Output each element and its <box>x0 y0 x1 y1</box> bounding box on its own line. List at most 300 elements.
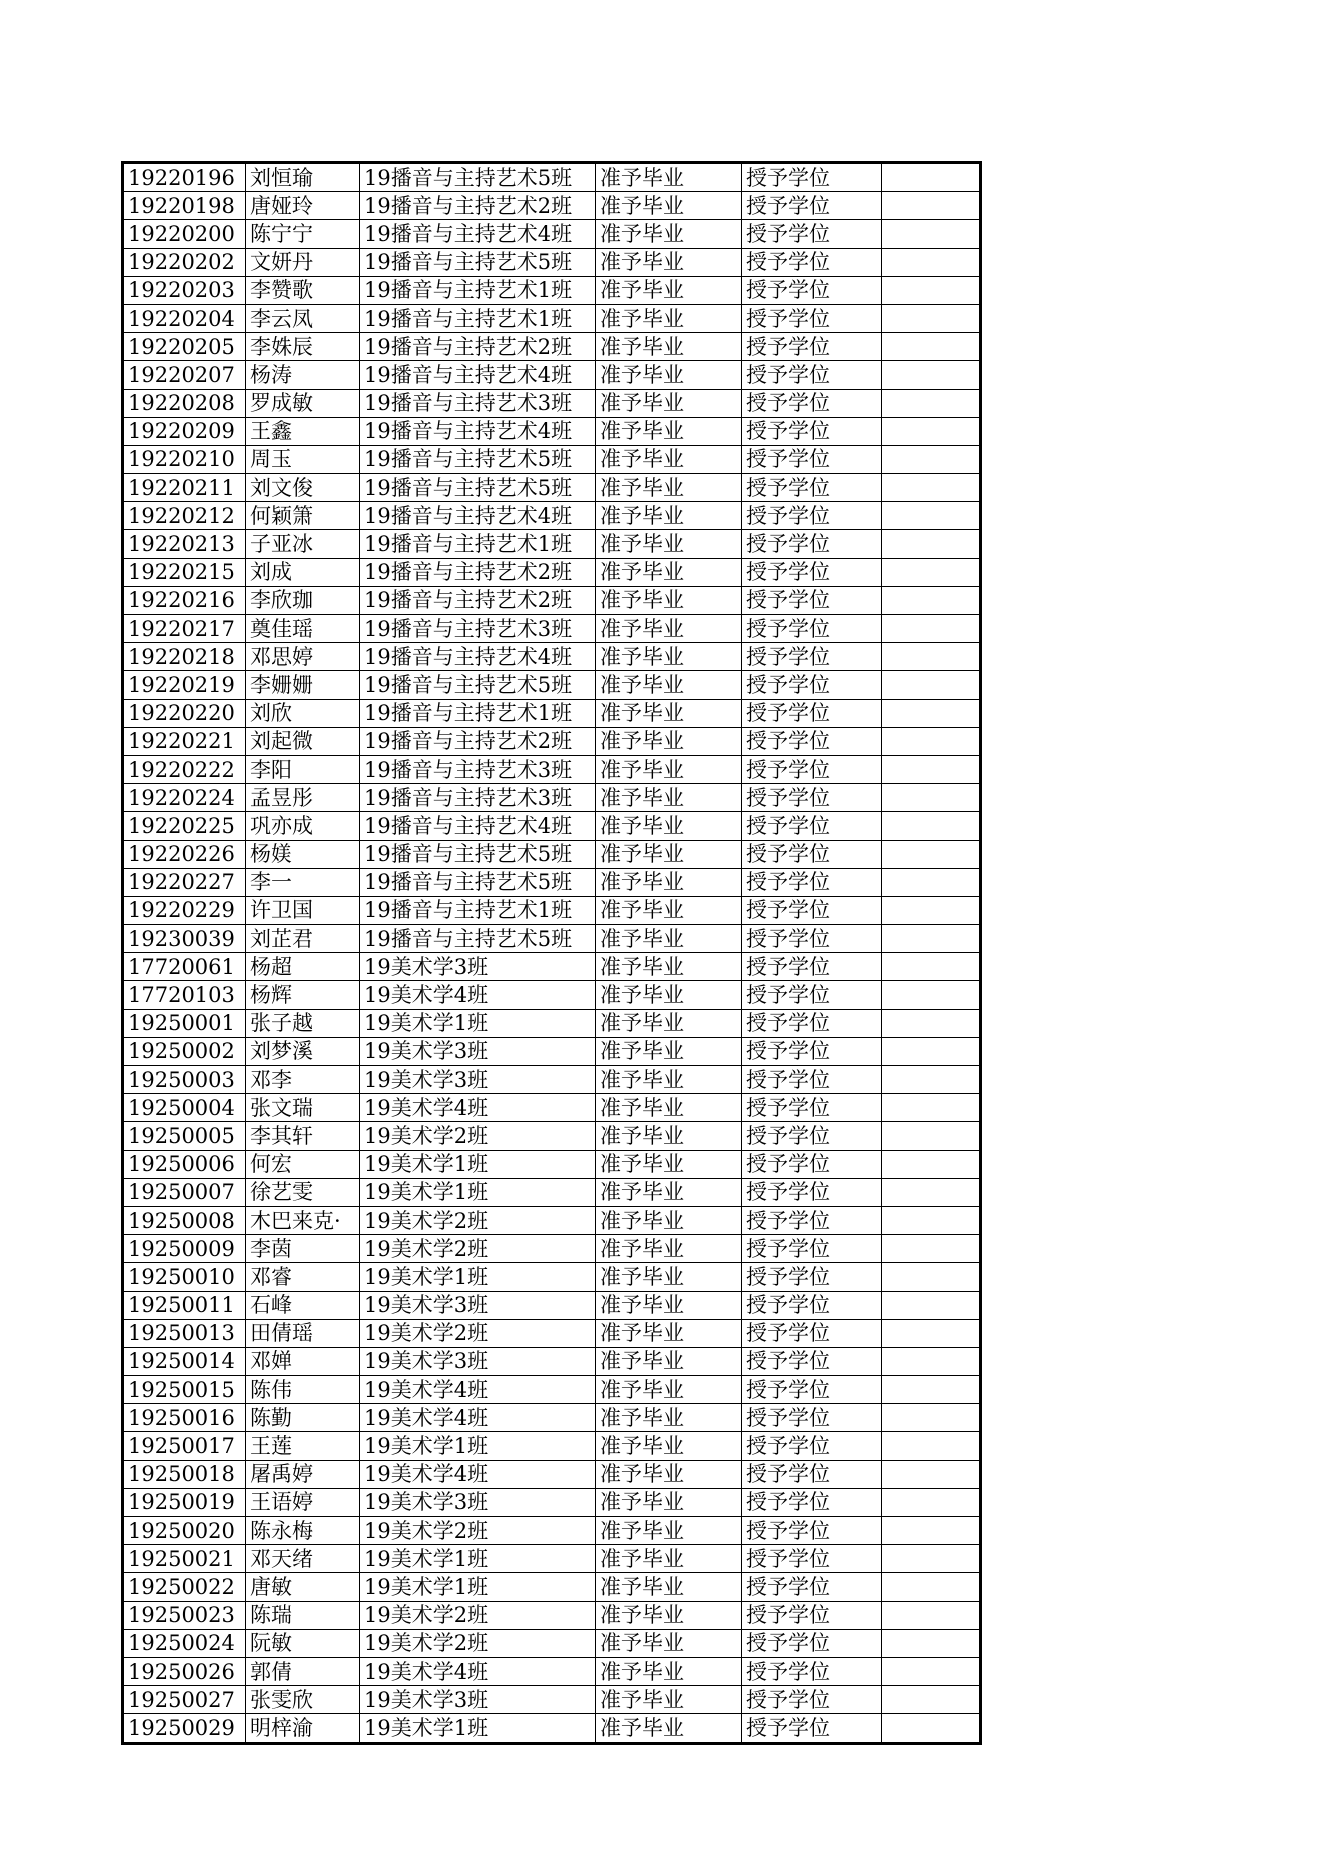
note-cell <box>882 1009 981 1037</box>
graduation-status-cell: 准予毕业 <box>596 755 742 783</box>
graduation-status-cell: 准予毕业 <box>596 1657 742 1685</box>
graduation-status-cell: 准予毕业 <box>596 248 742 276</box>
student-id-cell: 17720103 <box>123 981 246 1009</box>
student-name-cell: 李云凤 <box>246 304 360 332</box>
student-name-cell: 杨辉 <box>246 981 360 1009</box>
student-id-cell: 19250021 <box>123 1545 246 1573</box>
graduation-status-cell: 准予毕业 <box>596 1066 742 1094</box>
student-name-cell: 杨涛 <box>246 361 360 389</box>
student-id-cell: 19220229 <box>123 896 246 924</box>
student-id-cell: 19250017 <box>123 1432 246 1460</box>
degree-status-cell: 授予学位 <box>742 1714 882 1743</box>
class-cell: 19美术学4班 <box>360 1376 596 1404</box>
student-id-cell: 19250024 <box>123 1629 246 1657</box>
class-cell: 19播音与主持艺术2班 <box>360 333 596 361</box>
degree-status-cell: 授予学位 <box>742 784 882 812</box>
graduation-status-cell: 准予毕业 <box>596 1517 742 1545</box>
class-cell: 19播音与主持艺术1班 <box>360 304 596 332</box>
student-name-cell: 杨超 <box>246 953 360 981</box>
class-cell: 19美术学2班 <box>360 1122 596 1150</box>
note-cell <box>882 502 981 530</box>
student-name-cell: 木巴来克· <box>246 1206 360 1234</box>
student-table <box>121 161 982 1745</box>
graduation-status-cell: 准予毕业 <box>596 1404 742 1432</box>
graduation-status-cell: 准予毕业 <box>596 530 742 558</box>
degree-status-cell: 授予学位 <box>742 276 882 304</box>
graduation-status-cell: 准予毕业 <box>596 1178 742 1206</box>
note-cell <box>882 840 981 868</box>
table-row <box>123 474 981 502</box>
graduation-status-cell: 准予毕业 <box>596 445 742 473</box>
class-cell: 19播音与主持艺术5班 <box>360 840 596 868</box>
student-id-cell: 19250001 <box>123 1009 246 1037</box>
degree-status-cell: 授予学位 <box>742 896 882 924</box>
class-cell: 19播音与主持艺术3班 <box>360 389 596 417</box>
note-cell <box>882 1178 981 1206</box>
student-id-cell: 19220207 <box>123 361 246 389</box>
student-id-cell: 19220213 <box>123 530 246 558</box>
note-cell <box>882 1657 981 1685</box>
graduation-status-cell: 准予毕业 <box>596 896 742 924</box>
degree-status-cell: 授予学位 <box>742 755 882 783</box>
table-row <box>123 1037 981 1065</box>
table-row <box>123 1206 981 1234</box>
note-cell <box>882 1404 981 1432</box>
class-cell: 19播音与主持艺术1班 <box>360 896 596 924</box>
table-row <box>123 925 981 953</box>
class-cell: 19播音与主持艺术4班 <box>360 502 596 530</box>
degree-status-cell: 授予学位 <box>742 1009 882 1037</box>
graduation-status-cell: 准予毕业 <box>596 1686 742 1714</box>
student-id-cell: 19220215 <box>123 558 246 586</box>
degree-status-cell: 授予学位 <box>742 1178 882 1206</box>
student-id-cell: 19230039 <box>123 925 246 953</box>
student-name-cell: 陈宁宁 <box>246 220 360 248</box>
table-row <box>123 896 981 924</box>
student-name-cell: 刘梦溪 <box>246 1037 360 1065</box>
table-row <box>123 1573 981 1601</box>
student-name-cell: 邓睿 <box>246 1263 360 1291</box>
class-cell: 19美术学4班 <box>360 981 596 1009</box>
table-row <box>123 192 981 220</box>
note-cell <box>882 1122 981 1150</box>
graduation-status-cell: 准予毕业 <box>596 1037 742 1065</box>
degree-status-cell: 授予学位 <box>742 868 882 896</box>
graduation-status-cell: 准予毕业 <box>596 1291 742 1319</box>
note-cell <box>882 1150 981 1178</box>
degree-status-cell: 授予学位 <box>742 530 882 558</box>
student-id-cell: 19220227 <box>123 868 246 896</box>
class-cell: 19美术学4班 <box>360 1460 596 1488</box>
degree-status-cell: 授予学位 <box>742 1206 882 1234</box>
student-name-cell: 陈瑞 <box>246 1601 360 1629</box>
note-cell <box>882 1376 981 1404</box>
student-name-cell: 刘成 <box>246 558 360 586</box>
class-cell: 19美术学2班 <box>360 1235 596 1263</box>
degree-status-cell: 授予学位 <box>742 417 882 445</box>
class-cell: 19播音与主持艺术3班 <box>360 784 596 812</box>
degree-status-cell: 授予学位 <box>742 1235 882 1263</box>
degree-status-cell: 授予学位 <box>742 1404 882 1432</box>
student-name-cell: 李阳 <box>246 755 360 783</box>
class-cell: 19美术学3班 <box>360 1291 596 1319</box>
student-name-cell: 何颖箫 <box>246 502 360 530</box>
degree-status-cell: 授予学位 <box>742 1094 882 1122</box>
table-row <box>123 1376 981 1404</box>
note-cell <box>882 925 981 953</box>
student-name-cell: 李欣珈 <box>246 586 360 614</box>
degree-status-cell: 授予学位 <box>742 248 882 276</box>
graduation-status-cell: 准予毕业 <box>596 163 742 192</box>
note-cell <box>882 1094 981 1122</box>
student-name-cell: 刘文俊 <box>246 474 360 502</box>
student-id-cell: 19220210 <box>123 445 246 473</box>
degree-status-cell: 授予学位 <box>742 1657 882 1685</box>
table-row <box>123 1347 981 1375</box>
student-id-cell: 19220203 <box>123 276 246 304</box>
note-cell <box>882 586 981 614</box>
table-row <box>123 1686 981 1714</box>
graduation-status-cell: 准予毕业 <box>596 1319 742 1347</box>
note-cell <box>882 1517 981 1545</box>
degree-status-cell: 授予学位 <box>742 361 882 389</box>
graduation-status-cell: 准予毕业 <box>596 643 742 671</box>
degree-status-cell: 授予学位 <box>742 220 882 248</box>
student-name-cell: 刘芷君 <box>246 925 360 953</box>
class-cell: 19播音与主持艺术3班 <box>360 615 596 643</box>
degree-status-cell: 授予学位 <box>742 699 882 727</box>
student-id-cell: 19250022 <box>123 1573 246 1601</box>
note-cell <box>882 643 981 671</box>
student-id-cell: 19250023 <box>123 1601 246 1629</box>
graduation-status-cell: 准予毕业 <box>596 1460 742 1488</box>
note-cell <box>882 445 981 473</box>
student-name-cell: 文妍丹 <box>246 248 360 276</box>
degree-status-cell: 授予学位 <box>742 1037 882 1065</box>
note-cell <box>882 248 981 276</box>
student-name-cell: 郭倩 <box>246 1657 360 1685</box>
class-cell: 19美术学3班 <box>360 953 596 981</box>
table-row <box>123 671 981 699</box>
degree-status-cell: 授予学位 <box>742 1291 882 1319</box>
table-row <box>123 953 981 981</box>
graduation-status-cell: 准予毕业 <box>596 1488 742 1516</box>
student-name-cell: 明梓渝 <box>246 1714 360 1743</box>
graduation-status-cell: 准予毕业 <box>596 333 742 361</box>
table-row <box>123 1178 981 1206</box>
class-cell: 19美术学1班 <box>360 1263 596 1291</box>
student-name-cell: 何宏 <box>246 1150 360 1178</box>
note-cell <box>882 868 981 896</box>
student-name-cell: 罗成敏 <box>246 389 360 417</box>
class-cell: 19播音与主持艺术5班 <box>360 474 596 502</box>
class-cell: 19美术学2班 <box>360 1629 596 1657</box>
class-cell: 19美术学1班 <box>360 1545 596 1573</box>
student-name-cell: 奠佳瑶 <box>246 615 360 643</box>
student-name-cell: 徐艺雯 <box>246 1178 360 1206</box>
table-row <box>123 1657 981 1685</box>
table-row <box>123 445 981 473</box>
degree-status-cell: 授予学位 <box>742 1460 882 1488</box>
student-id-cell: 19220209 <box>123 417 246 445</box>
note-cell <box>882 361 981 389</box>
student-name-cell: 陈伟 <box>246 1376 360 1404</box>
class-cell: 19播音与主持艺术1班 <box>360 276 596 304</box>
student-id-cell: 19220225 <box>123 812 246 840</box>
graduation-status-cell: 准予毕业 <box>596 220 742 248</box>
table-row <box>123 1432 981 1460</box>
student-name-cell: 王鑫 <box>246 417 360 445</box>
class-cell: 19播音与主持艺术1班 <box>360 699 596 727</box>
note-cell <box>882 1263 981 1291</box>
student-name-cell: 刘恒瑜 <box>246 163 360 192</box>
graduation-status-cell: 准予毕业 <box>596 953 742 981</box>
table-row <box>123 727 981 755</box>
student-id-cell: 19250008 <box>123 1206 246 1234</box>
table-row <box>123 304 981 332</box>
graduation-status-cell: 准予毕业 <box>596 784 742 812</box>
class-cell: 19美术学1班 <box>360 1178 596 1206</box>
graduation-status-cell: 准予毕业 <box>596 699 742 727</box>
table-row <box>123 840 981 868</box>
class-cell: 19播音与主持艺术4班 <box>360 417 596 445</box>
graduation-status-cell: 准予毕业 <box>596 586 742 614</box>
student-id-cell: 19250019 <box>123 1488 246 1516</box>
student-name-cell: 李一 <box>246 868 360 896</box>
note-cell <box>882 1347 981 1375</box>
student-name-cell: 刘欣 <box>246 699 360 727</box>
class-cell: 19美术学3班 <box>360 1488 596 1516</box>
note-cell <box>882 192 981 220</box>
student-name-cell: 陈永梅 <box>246 1517 360 1545</box>
degree-status-cell: 授予学位 <box>742 558 882 586</box>
table-row <box>123 276 981 304</box>
class-cell: 19美术学3班 <box>360 1686 596 1714</box>
student-name-cell: 唐敏 <box>246 1573 360 1601</box>
class-cell: 19播音与主持艺术2班 <box>360 558 596 586</box>
degree-status-cell: 授予学位 <box>742 474 882 502</box>
student-name-cell: 李茵 <box>246 1235 360 1263</box>
student-id-cell: 19220226 <box>123 840 246 868</box>
graduation-status-cell: 准予毕业 <box>596 1206 742 1234</box>
graduation-status-cell: 准予毕业 <box>596 1714 742 1743</box>
degree-status-cell: 授予学位 <box>742 1347 882 1375</box>
graduation-status-cell: 准予毕业 <box>596 192 742 220</box>
student-name-cell: 李赞歌 <box>246 276 360 304</box>
student-id-cell: 19250011 <box>123 1291 246 1319</box>
table-row <box>123 1122 981 1150</box>
graduation-status-cell: 准予毕业 <box>596 1009 742 1037</box>
degree-status-cell: 授予学位 <box>742 304 882 332</box>
table-row <box>123 333 981 361</box>
student-name-cell: 李姗姗 <box>246 671 360 699</box>
note-cell <box>882 981 981 1009</box>
student-name-cell: 邓婵 <box>246 1347 360 1375</box>
note-cell <box>882 1488 981 1516</box>
graduation-status-cell: 准予毕业 <box>596 981 742 1009</box>
table-row <box>123 361 981 389</box>
degree-status-cell: 授予学位 <box>742 1432 882 1460</box>
student-id-cell: 19250027 <box>123 1686 246 1714</box>
class-cell: 19美术学2班 <box>360 1206 596 1234</box>
note-cell <box>882 1432 981 1460</box>
degree-status-cell: 授予学位 <box>742 727 882 755</box>
table-row <box>123 1009 981 1037</box>
class-cell: 19播音与主持艺术4班 <box>360 643 596 671</box>
note-cell <box>882 558 981 586</box>
student-name-cell: 李其轩 <box>246 1122 360 1150</box>
student-name-cell: 石峰 <box>246 1291 360 1319</box>
note-cell <box>882 755 981 783</box>
graduation-status-cell: 准予毕业 <box>596 671 742 699</box>
class-cell: 19美术学1班 <box>360 1150 596 1178</box>
student-id-cell: 19250026 <box>123 1657 246 1685</box>
graduation-status-cell: 准予毕业 <box>596 1376 742 1404</box>
graduation-status-cell: 准予毕业 <box>596 1573 742 1601</box>
student-id-cell: 19220202 <box>123 248 246 276</box>
table-row <box>123 417 981 445</box>
class-cell: 19美术学3班 <box>360 1066 596 1094</box>
note-cell <box>882 276 981 304</box>
degree-status-cell: 授予学位 <box>742 925 882 953</box>
note-cell <box>882 389 981 417</box>
degree-status-cell: 授予学位 <box>742 1601 882 1629</box>
note-cell <box>882 1714 981 1743</box>
table-row <box>123 1629 981 1657</box>
student-id-cell: 19220205 <box>123 333 246 361</box>
class-cell: 19播音与主持艺术5班 <box>360 925 596 953</box>
note-cell <box>882 304 981 332</box>
table-row <box>123 1714 981 1743</box>
graduation-status-cell: 准予毕业 <box>596 1347 742 1375</box>
student-id-cell: 19250003 <box>123 1066 246 1094</box>
table-row <box>123 1263 981 1291</box>
student-name-cell: 周玉 <box>246 445 360 473</box>
degree-status-cell: 授予学位 <box>742 1545 882 1573</box>
graduation-status-cell: 准予毕业 <box>596 1629 742 1657</box>
note-cell <box>882 784 981 812</box>
note-cell <box>882 1686 981 1714</box>
class-cell: 19播音与主持艺术5班 <box>360 248 596 276</box>
student-id-cell: 19250018 <box>123 1460 246 1488</box>
class-cell: 19播音与主持艺术1班 <box>360 530 596 558</box>
student-id-cell: 19220208 <box>123 389 246 417</box>
student-table-body <box>123 163 981 1744</box>
degree-status-cell: 授予学位 <box>742 1150 882 1178</box>
degree-status-cell: 授予学位 <box>742 671 882 699</box>
class-cell: 19美术学4班 <box>360 1404 596 1432</box>
note-cell <box>882 1319 981 1347</box>
table-row <box>123 1404 981 1432</box>
table-row <box>123 699 981 727</box>
student-id-cell: 19220217 <box>123 615 246 643</box>
student-name-cell: 许卫国 <box>246 896 360 924</box>
degree-status-cell: 授予学位 <box>742 953 882 981</box>
table-row <box>123 784 981 812</box>
class-cell: 19美术学3班 <box>360 1037 596 1065</box>
class-cell: 19播音与主持艺术5班 <box>360 163 596 192</box>
graduation-status-cell: 准予毕业 <box>596 1150 742 1178</box>
table-row <box>123 502 981 530</box>
degree-status-cell: 授予学位 <box>742 192 882 220</box>
graduation-status-cell: 准予毕业 <box>596 276 742 304</box>
table-row <box>123 1460 981 1488</box>
student-id-cell: 19220200 <box>123 220 246 248</box>
student-id-cell: 19250006 <box>123 1150 246 1178</box>
graduation-status-cell: 准予毕业 <box>596 1235 742 1263</box>
table-row <box>123 755 981 783</box>
graduation-status-cell: 准予毕业 <box>596 868 742 896</box>
note-cell <box>882 1066 981 1094</box>
table-row <box>123 558 981 586</box>
note-cell <box>882 1601 981 1629</box>
student-id-cell: 19250029 <box>123 1714 246 1743</box>
student-name-cell: 邓李 <box>246 1066 360 1094</box>
degree-status-cell: 授予学位 <box>742 163 882 192</box>
degree-status-cell: 授予学位 <box>742 981 882 1009</box>
student-name-cell: 巩亦成 <box>246 812 360 840</box>
student-id-cell: 19220220 <box>123 699 246 727</box>
student-name-cell: 邓思婷 <box>246 643 360 671</box>
graduation-status-cell: 准予毕业 <box>596 1601 742 1629</box>
student-name-cell: 刘起微 <box>246 727 360 755</box>
student-id-cell: 19220196 <box>123 163 246 192</box>
degree-status-cell: 授予学位 <box>742 1488 882 1516</box>
student-id-cell: 19220222 <box>123 755 246 783</box>
graduation-status-cell: 准予毕业 <box>596 304 742 332</box>
table-row <box>123 868 981 896</box>
student-id-cell: 19250016 <box>123 1404 246 1432</box>
note-cell <box>882 1235 981 1263</box>
student-id-cell: 19220212 <box>123 502 246 530</box>
class-cell: 19播音与主持艺术2班 <box>360 192 596 220</box>
graduation-status-cell: 准予毕业 <box>596 925 742 953</box>
table-row <box>123 812 981 840</box>
degree-status-cell: 授予学位 <box>742 389 882 417</box>
note-cell <box>882 333 981 361</box>
table-row <box>123 1066 981 1094</box>
student-name-cell: 子亚冰 <box>246 530 360 558</box>
class-cell: 19美术学1班 <box>360 1432 596 1460</box>
class-cell: 19播音与主持艺术3班 <box>360 755 596 783</box>
class-cell: 19播音与主持艺术5班 <box>360 868 596 896</box>
note-cell <box>882 163 981 192</box>
table-row <box>123 1235 981 1263</box>
table-row <box>123 1094 981 1122</box>
class-cell: 19播音与主持艺术5班 <box>360 671 596 699</box>
class-cell: 19播音与主持艺术4班 <box>360 812 596 840</box>
degree-status-cell: 授予学位 <box>742 1122 882 1150</box>
graduation-status-cell: 准予毕业 <box>596 417 742 445</box>
student-id-cell: 19220219 <box>123 671 246 699</box>
graduation-status-cell: 准予毕业 <box>596 1432 742 1460</box>
student-name-cell: 张文瑞 <box>246 1094 360 1122</box>
note-cell <box>882 220 981 248</box>
student-id-cell: 19220221 <box>123 727 246 755</box>
table-row <box>123 981 981 1009</box>
table-row <box>123 1488 981 1516</box>
note-cell <box>882 1037 981 1065</box>
student-name-cell: 张雯欣 <box>246 1686 360 1714</box>
student-id-cell: 19220218 <box>123 643 246 671</box>
student-id-cell: 19250002 <box>123 1037 246 1065</box>
student-name-cell: 张子越 <box>246 1009 360 1037</box>
note-cell <box>882 953 981 981</box>
class-cell: 19播音与主持艺术5班 <box>360 445 596 473</box>
note-cell <box>882 1291 981 1319</box>
note-cell <box>882 896 981 924</box>
note-cell <box>882 615 981 643</box>
